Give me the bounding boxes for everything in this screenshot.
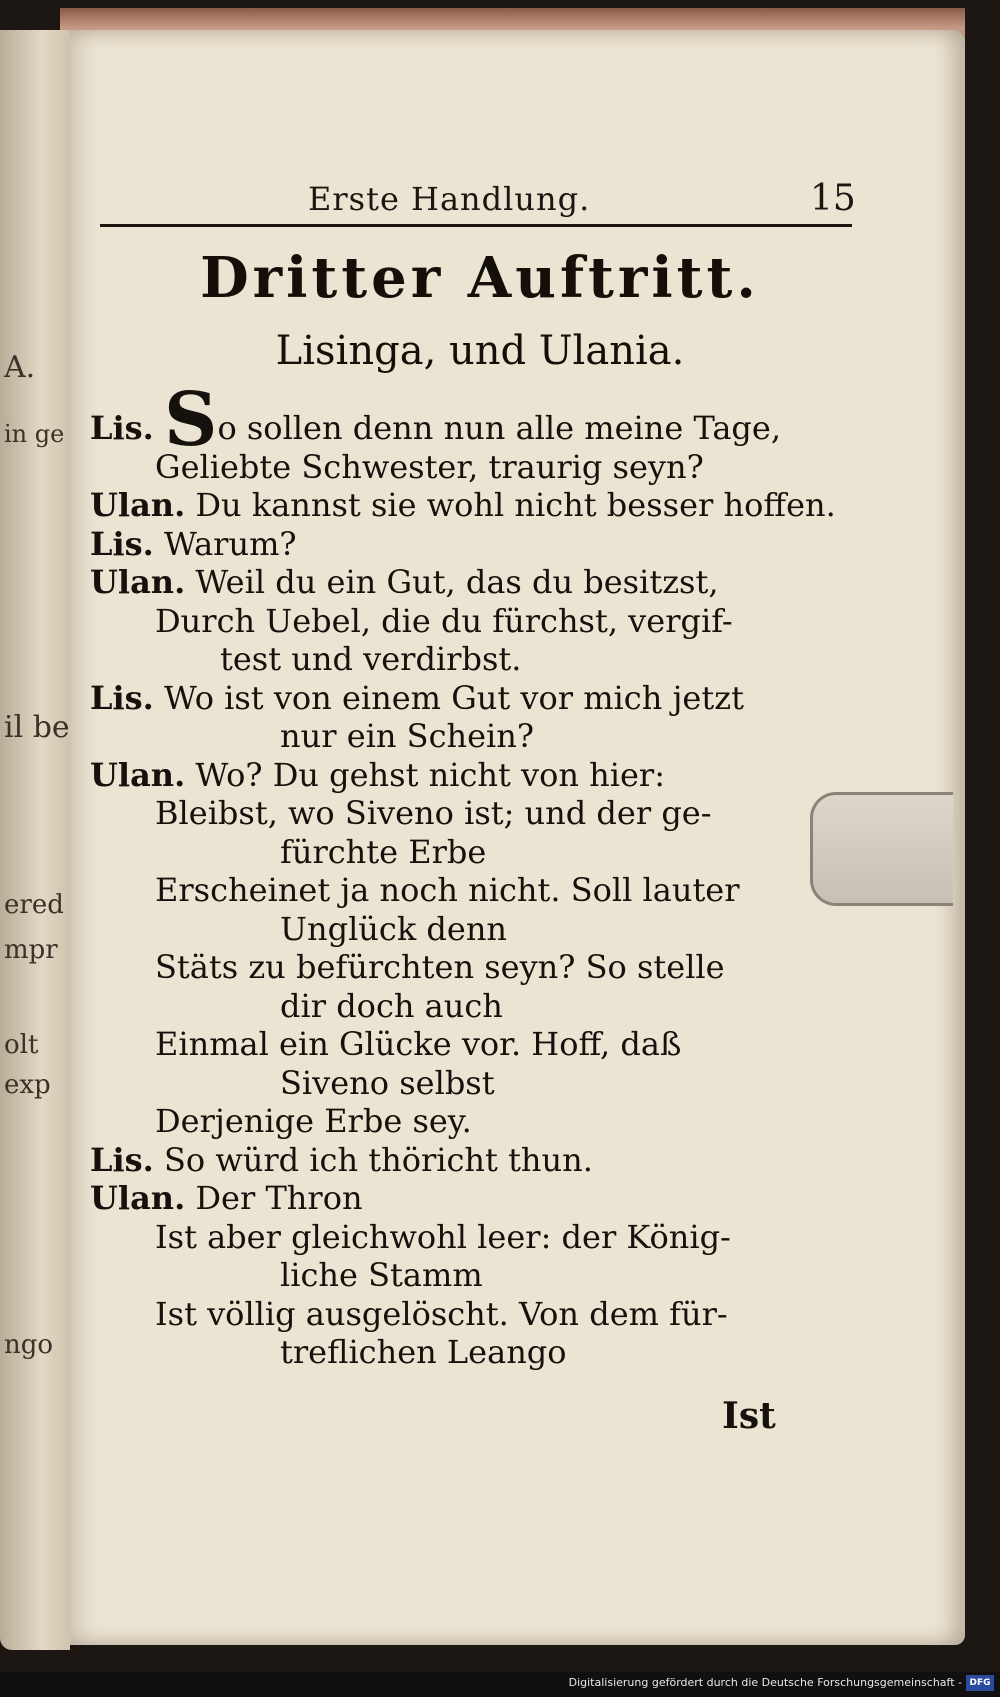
dialogue-line (90, 948, 880, 987)
bookmark-clip (810, 792, 953, 906)
dialogue-line (90, 1333, 880, 1372)
line-text: Einmal ein Glücke vor. Hoff, daß (155, 1025, 682, 1063)
line-text: dir doch auch (280, 986, 503, 1025)
catchword: Ist (722, 1395, 776, 1437)
line-text: fürchte Erbe (280, 832, 487, 871)
left-fragment: mpr (4, 935, 58, 965)
dfg-logo: DFG (966, 1675, 994, 1691)
line-text: Siveno selbst (280, 1063, 495, 1102)
left-fragment: ngo (4, 1330, 54, 1360)
line-text: Stäts zu befürchten seyn? So stelle (155, 948, 725, 986)
line-text: nur ein Schein? (280, 717, 535, 755)
speaker-label: Ulan. (90, 755, 186, 794)
dialogue-line (90, 910, 880, 949)
line-text: Derjenige Erbe sey. (155, 1102, 472, 1140)
line-text: Durch Uebel, die du fürchst, vergif- (155, 601, 733, 640)
dialogue-line (90, 987, 880, 1026)
footer-credit: Digitalisierung gefördert durch die Deutsche Forschungsgemeinschaft - (568, 1676, 962, 1689)
dialogue-line (90, 525, 880, 564)
line-text: Ist völlig ausgelöscht. Von dem für- (155, 1294, 728, 1333)
page-number: 15 (810, 178, 856, 219)
line-text: Warum? (163, 524, 297, 563)
left-fragment: exp (4, 1070, 51, 1100)
speaker-label: Lis. (90, 524, 154, 563)
running-head: Erste Handlung. (308, 180, 591, 218)
dialogue-line (90, 1295, 880, 1334)
dialogue-text (90, 377, 880, 1372)
line-text: So würd ich thöricht thun. (163, 1140, 593, 1179)
dialogue-line (90, 377, 880, 463)
left-fragment: A. (4, 350, 36, 385)
characters-heading: Lisinga, und Ulania. (275, 328, 685, 374)
line-text: Unglück denn (280, 909, 508, 948)
speaker-label: Ulan. (90, 486, 186, 524)
previous-page-edge (0, 30, 70, 1650)
dialogue-line (90, 1025, 880, 1064)
header-rule (100, 224, 852, 227)
line-text: test und verdirbst. (220, 640, 522, 678)
dialogue-line (90, 717, 880, 756)
dialogue-line (90, 640, 880, 679)
dialogue-line (90, 1256, 880, 1295)
line-text: Wo? Du gehst nicht von hier: (195, 755, 665, 794)
line-text: o sollen denn nun alle meine Tage, (217, 409, 781, 447)
dialogue-line (90, 1102, 880, 1141)
dialogue-line (90, 1179, 880, 1218)
dialogue-line (90, 756, 880, 795)
line-text: Ist aber gleichwohl leer: der König- (155, 1217, 731, 1256)
speaker-label: Lis. (90, 409, 154, 447)
speaker-label: Ulan. (90, 1179, 186, 1217)
line-text: Der Thron (195, 1179, 363, 1217)
dialogue-line (90, 1064, 880, 1103)
dialogue-line (90, 679, 880, 718)
line-text: Bleibst, wo Siveno ist; und der ge- (155, 794, 712, 832)
speaker-label: Ulan. (90, 563, 186, 601)
dialogue-line (90, 486, 880, 525)
line-text: Geliebte Schwester, traurig seyn? (155, 447, 704, 486)
dialogue-line (90, 563, 880, 602)
dialogue-line (90, 794, 880, 833)
drop-capital: S (163, 377, 218, 463)
speaker-label: Lis. (90, 678, 154, 717)
dialogue-line (90, 871, 880, 910)
line-text: Erscheinet ja noch nicht. Soll lauter (155, 871, 740, 909)
line-text: Wo ist von einem Gut vor mich jetzt (163, 678, 744, 717)
dialogue-line (90, 448, 880, 487)
line-text: liche Stamm (280, 1256, 483, 1294)
dialogue-line (90, 1218, 880, 1257)
speaker-label: Lis. (90, 1140, 154, 1179)
left-fragment: in ge (4, 420, 65, 448)
line-text: Du kannst sie wohl nicht besser hoffen. (195, 486, 836, 524)
dialogue-line (90, 1141, 880, 1180)
scene-title: Dritter Auftritt. (200, 245, 760, 311)
left-fragment: olt (4, 1030, 39, 1060)
left-fragment: il be (4, 710, 70, 745)
dialogue-line (90, 602, 880, 641)
left-fragment: ered (4, 890, 64, 920)
line-text: Weil du ein Gut, das du besitzst, (195, 563, 719, 601)
line-text: treflichen Leango (280, 1333, 567, 1371)
dialogue-line (90, 833, 880, 872)
